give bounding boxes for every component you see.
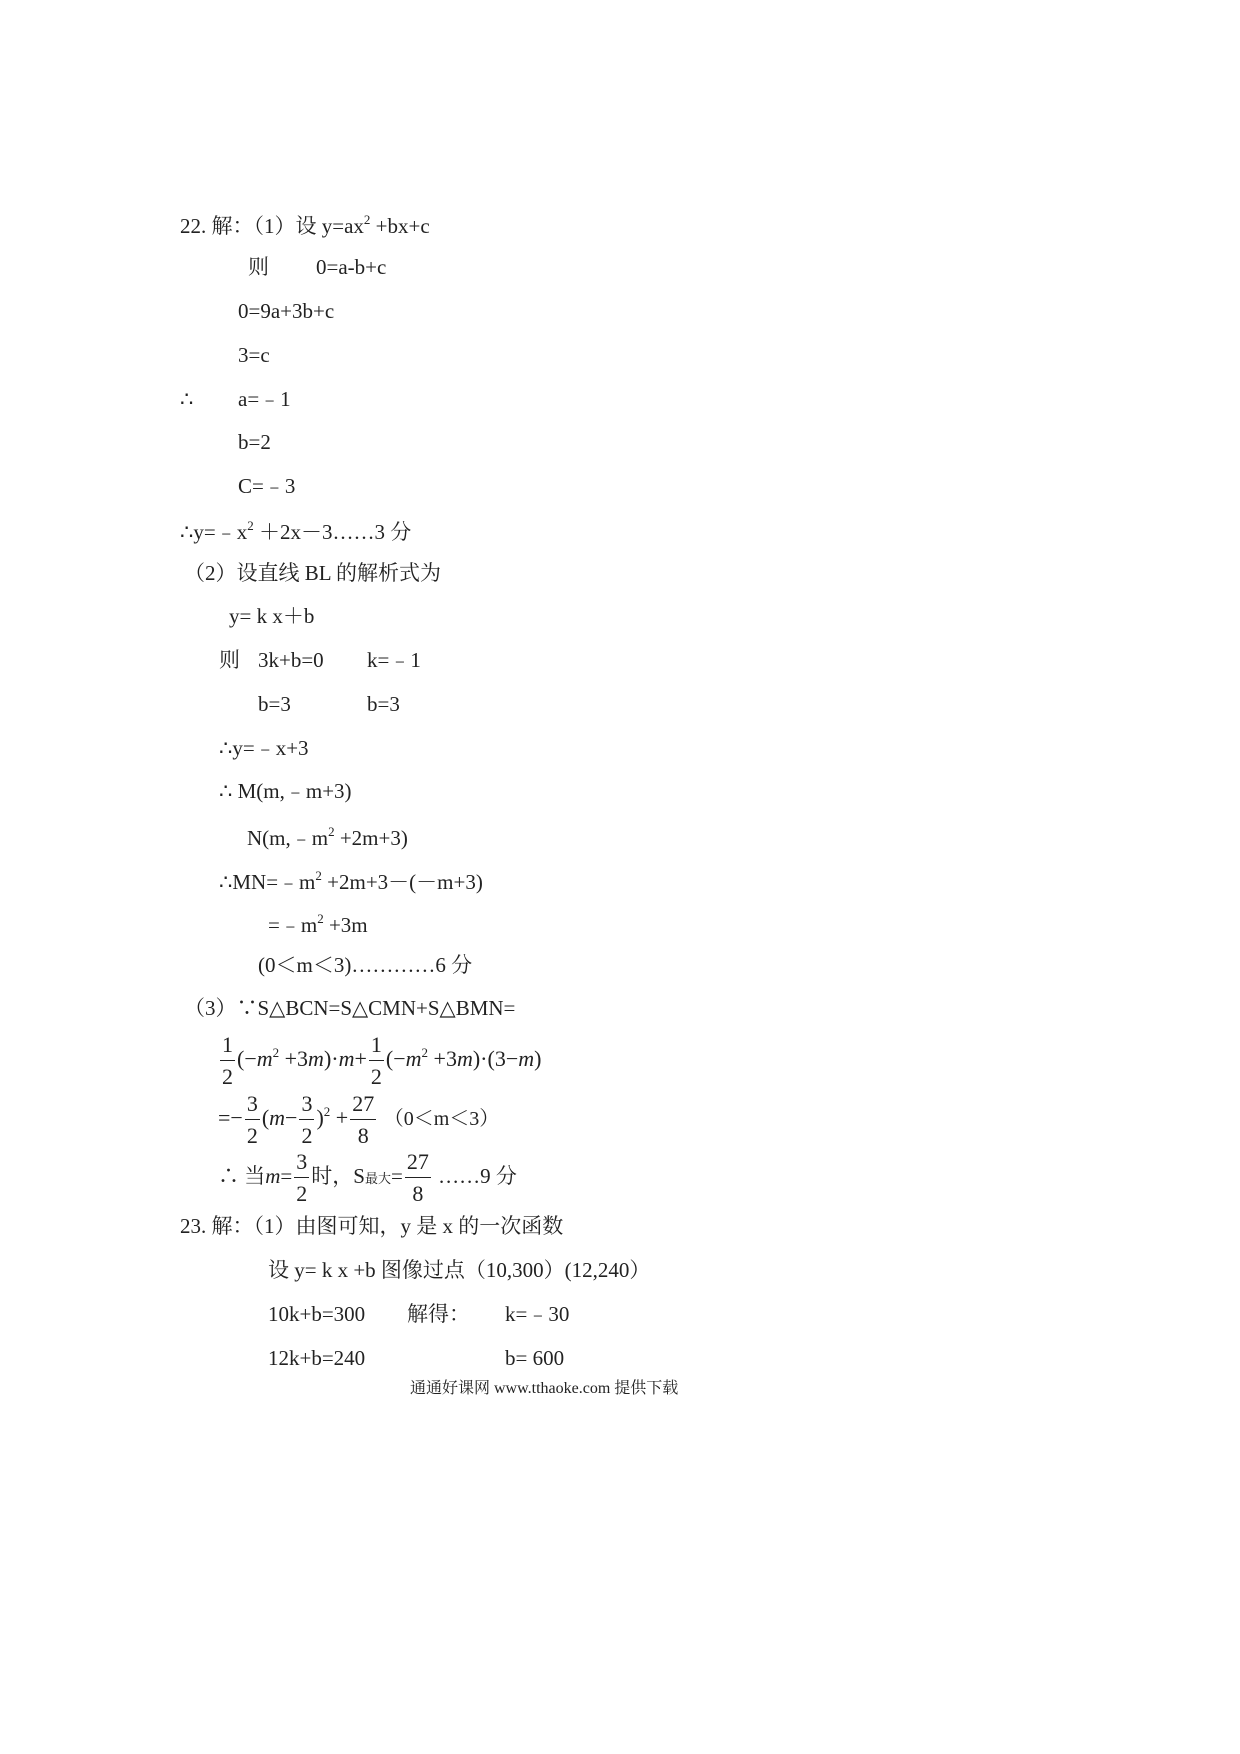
p22-n-point: $N(m,﹣m^2 +2m+3)$	[247, 824, 408, 850]
p22-sys1: 3k+b=0	[258, 648, 324, 672]
p23-sys1: 10k+b=300	[268, 1302, 366, 1326]
fraction: $\frac{3}{2}$	[246, 1091, 258, 1149]
p22-header: 22. 解：（1）设 $y=ax^2 +bx+c$	[180, 212, 430, 238]
page-footer: 通通好课网 www.tthaoke.com 提供下载	[410, 1380, 679, 1397]
fraction: $\frac{1}{2}$	[370, 1032, 382, 1090]
p23-sys2: 12k+b=240	[268, 1346, 366, 1370]
p23-setup: 设 y= k x +b 图像过点（10,300）(12,240）	[268, 1258, 651, 1282]
p22-m-point: ∴ M(m,﹣m+3)	[219, 779, 352, 803]
p22-mn2: $=﹣m^2 +3m$	[268, 911, 368, 937]
p22-eq3: 3=c	[238, 343, 270, 367]
fraction: $\frac{3}{2}$	[301, 1091, 313, 1149]
p22-part3: （3）∵S△BCN=S△CMN+S△BMN=	[184, 996, 516, 1020]
p22-mn: $\therefore MN=﹣m^2 +2m+3-(-m+3)$	[219, 868, 483, 894]
fraction: $\frac{27}{8}$	[406, 1149, 429, 1207]
p22-eq1: 0=a-b+c	[316, 255, 387, 279]
p22-range: (0＜m＜3)…………6 分	[258, 953, 473, 977]
p22-sol2: b=3	[367, 692, 400, 716]
p22-therefore: ∴	[180, 387, 194, 411]
fraction: $\frac{1}{2}$	[222, 1032, 233, 1090]
p22-area-expression: $\frac{1}{2}$ $(-m^2 +3m)\cdot m+$ $\frac{1}{2}$ $(-m^2 +3m)\cdot(3-m)$	[222, 1032, 542, 1090]
p22-simplified: =− $\frac{3}{2}$ (m− $\frac{3}{2}$ )$^2$ + $\frac{27}{8}$ （0＜m＜3）	[218, 1091, 500, 1149]
p22-a: a=﹣1	[238, 387, 291, 411]
p22-result1: $\therefore y=﹣x^2$ ＋2x－3……3 分	[180, 518, 412, 544]
p22-sys2: b=3	[258, 692, 291, 716]
p23-header: 23. 解：（1）由图可知，y 是 x 的一次函数	[180, 1214, 564, 1238]
p23-solve-label: 解得：	[407, 1302, 470, 1326]
p23-sol1: k=﹣30	[505, 1302, 570, 1326]
p22-eq2: 0=9a+3b+c	[238, 299, 335, 323]
p22-part2: （2）设直线 BL 的解析式为	[184, 561, 442, 585]
p23-sol2: b= 600	[505, 1346, 565, 1370]
p22-line-eq: y= k x＋b	[229, 604, 315, 628]
p22-b: b=2	[238, 430, 271, 454]
p22-maximum: ∴ 当m= $\frac{3}{2}$ 时，S最大= $\frac{27}{8}$ ……9 分	[218, 1149, 517, 1207]
p22-sol1: k=﹣1	[367, 648, 421, 672]
p22-c: C=﹣3	[238, 474, 296, 498]
p22-line-result: ∴y=﹣x+3	[219, 736, 309, 760]
p22-then: 则	[248, 255, 269, 279]
p22-then2: 则	[219, 648, 240, 672]
fraction: $\frac{3}{2}$	[296, 1149, 308, 1207]
fraction: $\frac{27}{8}$	[352, 1091, 375, 1149]
